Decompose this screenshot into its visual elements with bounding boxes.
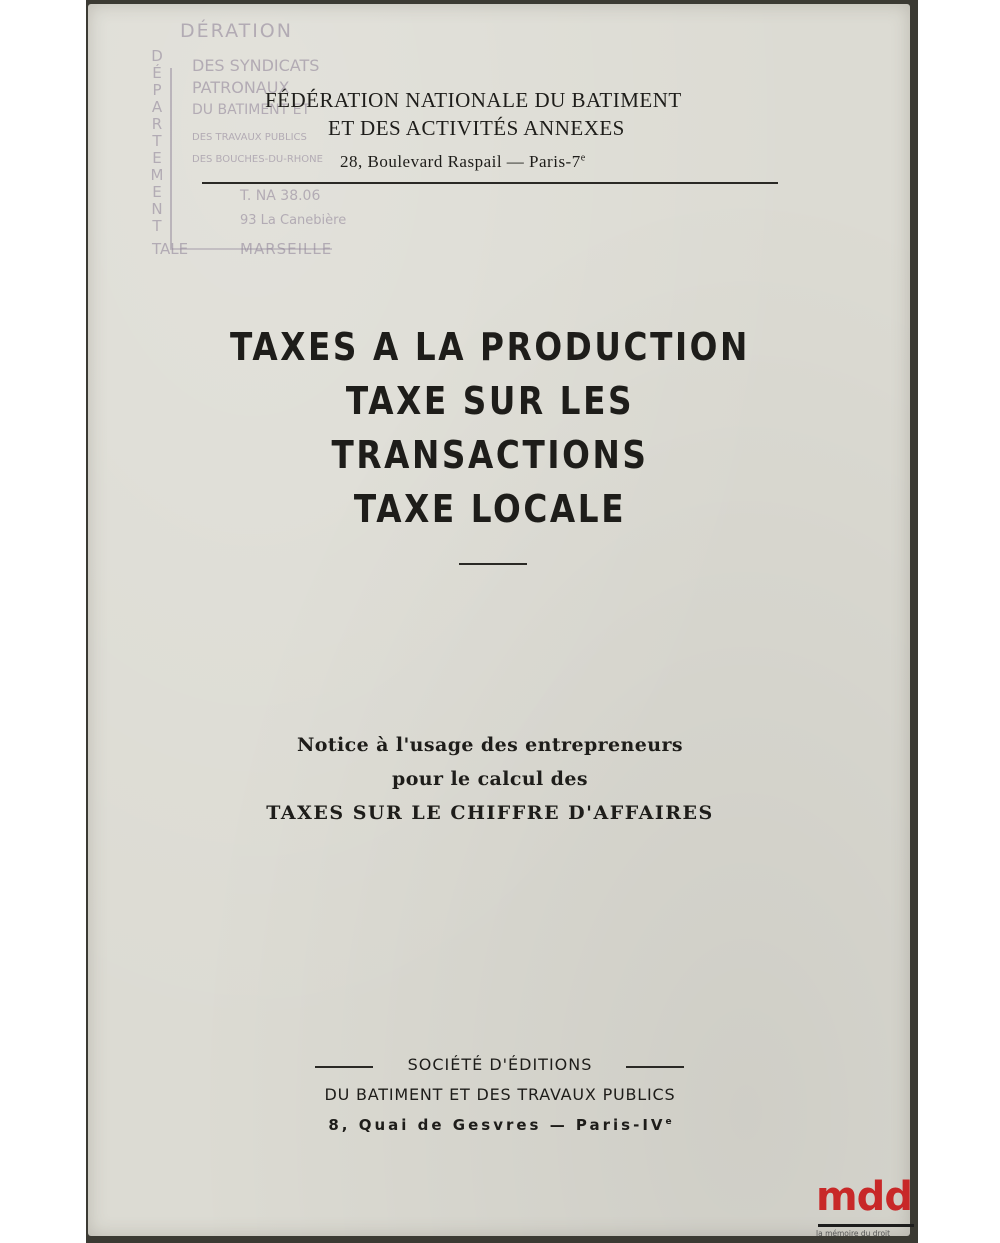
publisher-name: SOCIÉTÉ D'ÉDITIONS bbox=[407, 1055, 593, 1074]
logo-text: mdd bbox=[816, 1174, 912, 1220]
stamp-line: PATRONAUX bbox=[192, 78, 290, 97]
federation-subtitle: ET DES ACTIVITÉS ANNEXES bbox=[328, 116, 625, 140]
stamp-line: DES BOUCHES-DU-RHONE bbox=[192, 154, 323, 165]
stamp-line: TALE bbox=[152, 240, 189, 258]
stamp-line: MARSEILLE bbox=[240, 240, 333, 258]
notice-line: pour le calcul des bbox=[392, 768, 588, 790]
title-line: TAXE SUR LES TRANSACTIONS bbox=[331, 379, 649, 477]
stamp-line: DES SYNDICATS bbox=[192, 56, 320, 75]
header-rule bbox=[202, 182, 778, 184]
notice-line: Notice à l'usage des entrepreneurs bbox=[297, 734, 683, 756]
publisher-dash-right bbox=[626, 1066, 684, 1068]
publisher-address: 8, Quai de Gesvres — Paris-IVe bbox=[328, 1116, 672, 1134]
publisher-name-row bbox=[240, 1055, 760, 1081]
title-line: TAXES A LA PRODUCTION bbox=[230, 325, 750, 369]
publisher-block bbox=[240, 1055, 760, 1138]
booklet-cover bbox=[88, 4, 910, 1236]
stamp-line: 93 La Canebière bbox=[240, 213, 347, 228]
stamp-line: DES TRAVAUX PUBLICS bbox=[192, 132, 307, 143]
publisher-subtitle: DU BATIMENT ET DES TRAVAUX PUBLICS bbox=[324, 1085, 676, 1104]
stamp-line: T. NA 38.06 bbox=[240, 188, 321, 204]
notice-line: TAXES SUR LE CHIFFRE D'AFFAIRES bbox=[266, 802, 714, 824]
federation-address: 28, Boulevard Raspail — Paris-7e bbox=[340, 152, 586, 171]
logo-tagline: la mémoire du droit bbox=[816, 1229, 891, 1238]
federation-name: FÉDÉRATION NATIONALE DU BATIMENT bbox=[265, 88, 682, 112]
logo-underline bbox=[818, 1224, 914, 1227]
stamp-line: DÉRATION bbox=[180, 20, 293, 42]
document-title bbox=[189, 320, 791, 536]
separator-dash bbox=[459, 563, 527, 565]
stamp-vertical-text: D É P A R T E M E N T bbox=[150, 47, 164, 235]
mdd-logo bbox=[812, 1174, 922, 1243]
stamp-line: DU BATIMENT ET bbox=[192, 102, 311, 118]
notice-block bbox=[190, 728, 790, 830]
publisher-dash-left bbox=[315, 1066, 373, 1068]
title-line: TAXE LOCALE bbox=[353, 487, 627, 531]
